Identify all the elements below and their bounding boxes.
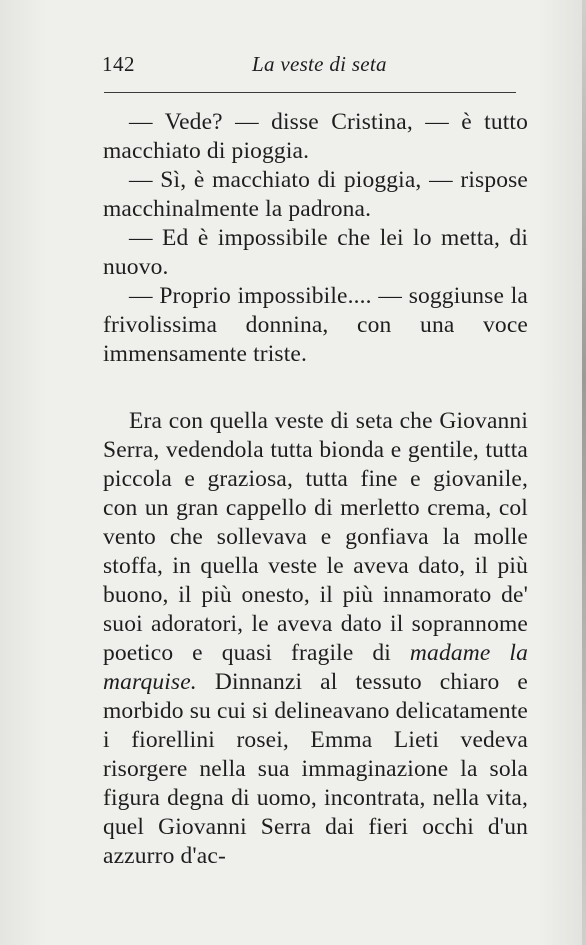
italic-phrase: madame la marquise. — [103, 640, 528, 695]
dialogue-line: — Proprio impossibile.... — soggiunse la frivolissima donnina, con una voce immensamente triste. — [103, 283, 528, 367]
header-rule — [104, 92, 516, 93]
narrative-paragraph — [103, 407, 528, 871]
narrative-text-before: Era con quella veste di seta che Giovanni Serra, vedendola tutta bionda e gentile, tutta piccola e graziosa, tutta fine e giovanile, con un gran cappello di merletto crema, col vento che sollevava e gonfiava la molle stoffa, in quella veste le aveva dato, il più buono, il più onesto, il più innamorato de' suoi adoratori, le aveva dato il soprannome poetico e quasi fragile di — [103, 408, 528, 666]
dialogue-line: — Ed è impossibile che lei lo metta, di nuovo. — [103, 225, 528, 280]
running-title: La veste di seta — [252, 52, 387, 76]
dialogue-line: — Sì, è macchiato di pioggia, — rispose macchinalmente la padrona. — [103, 167, 528, 222]
dialogue-block — [103, 108, 528, 369]
page-body — [103, 108, 528, 871]
narrative-block — [103, 407, 528, 871]
page-header — [102, 52, 518, 82]
dialogue-line: — Vede? — disse Cristina, — è tutto macchiato di pioggia. — [103, 109, 528, 164]
page-edge — [582, 0, 586, 945]
narrative-text-after: Dinnanzi al tessuto chiaro e morbido su cui si delineavano delicatamente i fiorellini rosei, Emma Lieti vedeva risorgere nella sua immaginazione la sola figura degna di uomo, incontrata, nella vita, quel Giovanni Serra dai fieri occhi d'un azzurro d'ac- — [103, 669, 528, 869]
page-number: 142 — [102, 52, 135, 76]
